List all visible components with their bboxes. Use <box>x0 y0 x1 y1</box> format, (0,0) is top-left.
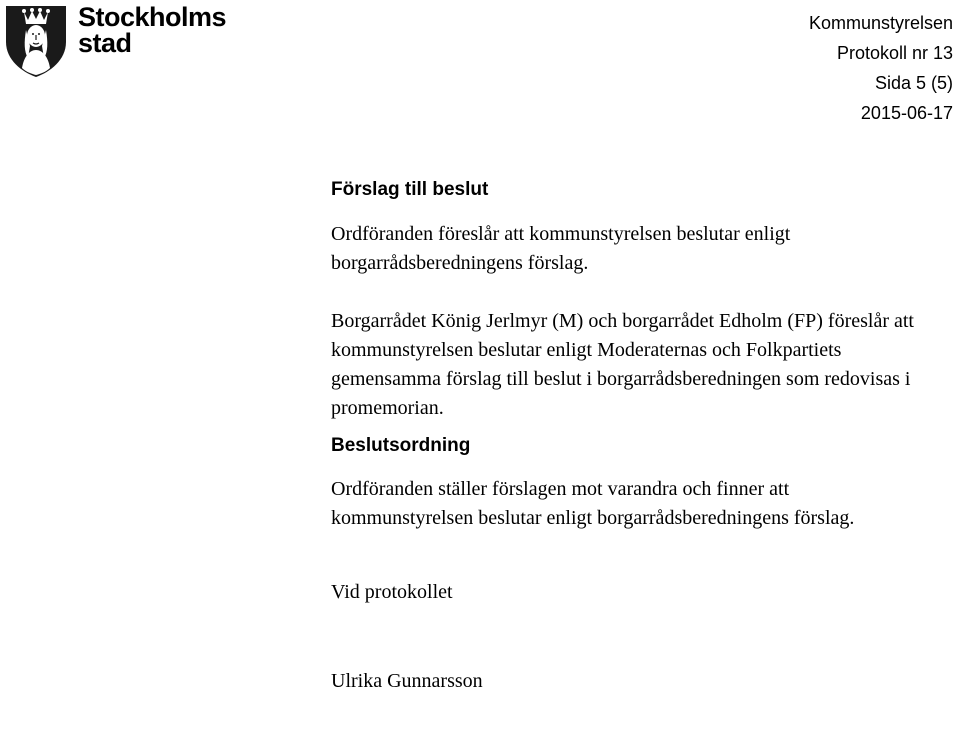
stockholm-crest-icon <box>4 2 68 78</box>
header-page: Sida 5 (5) <box>874 73 953 93</box>
header-organization: Kommunstyrelsen <box>808 13 953 33</box>
logo-line-1: Stockholms <box>78 2 227 32</box>
logo-wordmark <box>78 4 226 56</box>
proposal-text: Ordföranden föreslår att kommunstyrelsen beslutar enligt borgarrådsberedningens förslag. <box>331 223 791 274</box>
header-date: 2015-06-17 <box>860 103 953 123</box>
signature-label: Vid protokollet <box>331 581 453 603</box>
document-body <box>331 176 956 696</box>
signature-name: Ulrika Gunnarsson <box>331 670 483 692</box>
alternative-proposal-text: Borgarrådet König Jerlmyr (M) och borgarrådet Edholm (FP) föreslår att kommunstyrelsen beslutar enligt Moderaternas och Folkpartiets gemensamma förslag till beslut i borgarrådsberedningen som redovisas i promemorian. <box>331 310 914 419</box>
decision-order-text: Ordföranden ställer förslagen mot varandra och finner att kommunstyrelsen beslutar enligt borgarrådsberedningens förslag. <box>331 478 855 529</box>
header-protocol: Protokoll nr 13 <box>836 43 953 63</box>
document-header <box>809 8 953 128</box>
logo <box>4 2 226 78</box>
proposal-heading: Förslag till beslut <box>331 179 489 200</box>
decision-order-heading: Beslutsordning <box>331 435 471 456</box>
logo-line-2: stad <box>78 28 132 58</box>
